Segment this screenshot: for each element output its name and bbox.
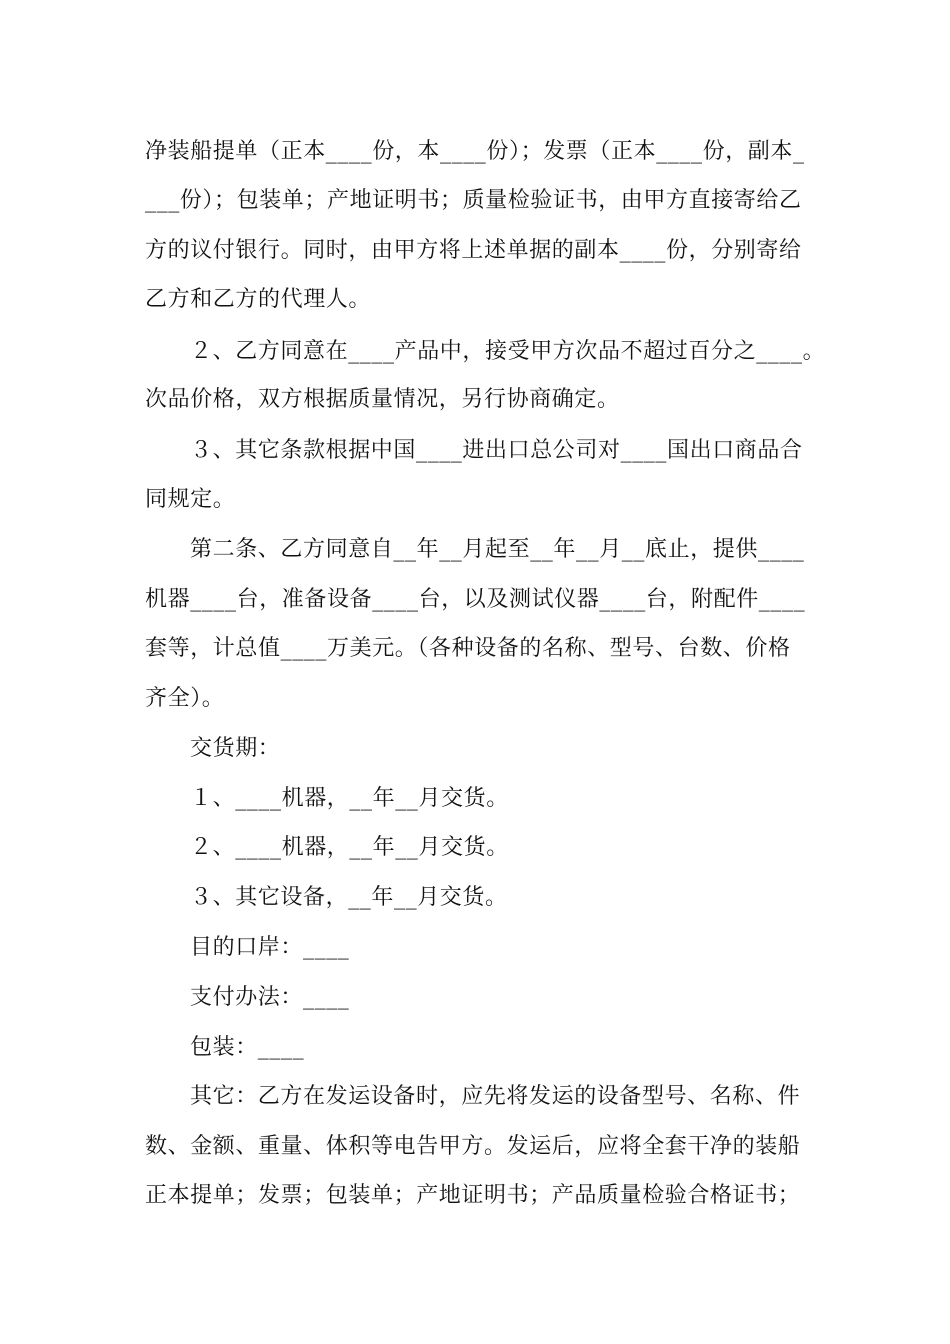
article-2-line: 第二条、乙方同意自__年__月起至__年__月__底止，提供____: [190, 537, 805, 562]
delivery-item-2: ２、____机器，__年__月交货。: [190, 835, 509, 860]
paragraph-line: 次品价格，双方根据质量情况，另行协商确定。: [145, 387, 620, 412]
paragraph-line: 方的议付银行。同时，由甲方将上述单据的副本____份，分别寄给: [145, 238, 802, 263]
paragraph-line: 同规定。: [145, 487, 236, 512]
other-terms-line: 其它：乙方在发运设备时，应先将发运的设备型号、名称、件: [190, 1084, 801, 1109]
paragraph-line: 乙方和乙方的代理人。: [145, 287, 372, 312]
destination-port-line: 目的口岸：____: [190, 935, 350, 960]
paragraph-line: 正本提单；发票；包装单；产地证明书；产品质量检验合格证书；: [145, 1183, 801, 1208]
packing-line: 包装：____: [190, 1035, 305, 1060]
delivery-item-1: １、____机器，__年__月交货。: [190, 786, 509, 811]
paragraph-line: 净装船提单（正本____份，本____份）；发票（正本____份，副本_: [145, 139, 805, 164]
clause-2-line: ２、乙方同意在____产品中，接受甲方次品不超过百分之____。: [190, 339, 826, 364]
delivery-item-3: ３、其它设备，__年__月交货。: [190, 885, 508, 910]
paragraph-line: 数、金额、重量、体积等电告甲方。发运后，应将全套干净的装船: [145, 1134, 801, 1159]
payment-method-line: 支付办法：____: [190, 985, 350, 1010]
clause-3-line: ３、其它条款根据中国____进出口总公司对____国出口商品合: [190, 438, 803, 463]
paragraph-line: 套等，计总值____万美元。（各种设备的名称、型号、台数、价格: [145, 636, 791, 661]
paragraph-line: ___份）；包装单；产地证明书；质量检验证书，由甲方直接寄给乙: [145, 188, 802, 213]
paragraph-line: 齐全）。: [145, 686, 225, 711]
paragraph-line: 机器____台，准备设备____台，以及测试仪器____台，附配件____: [145, 587, 806, 612]
delivery-heading: 交货期：: [190, 736, 281, 761]
